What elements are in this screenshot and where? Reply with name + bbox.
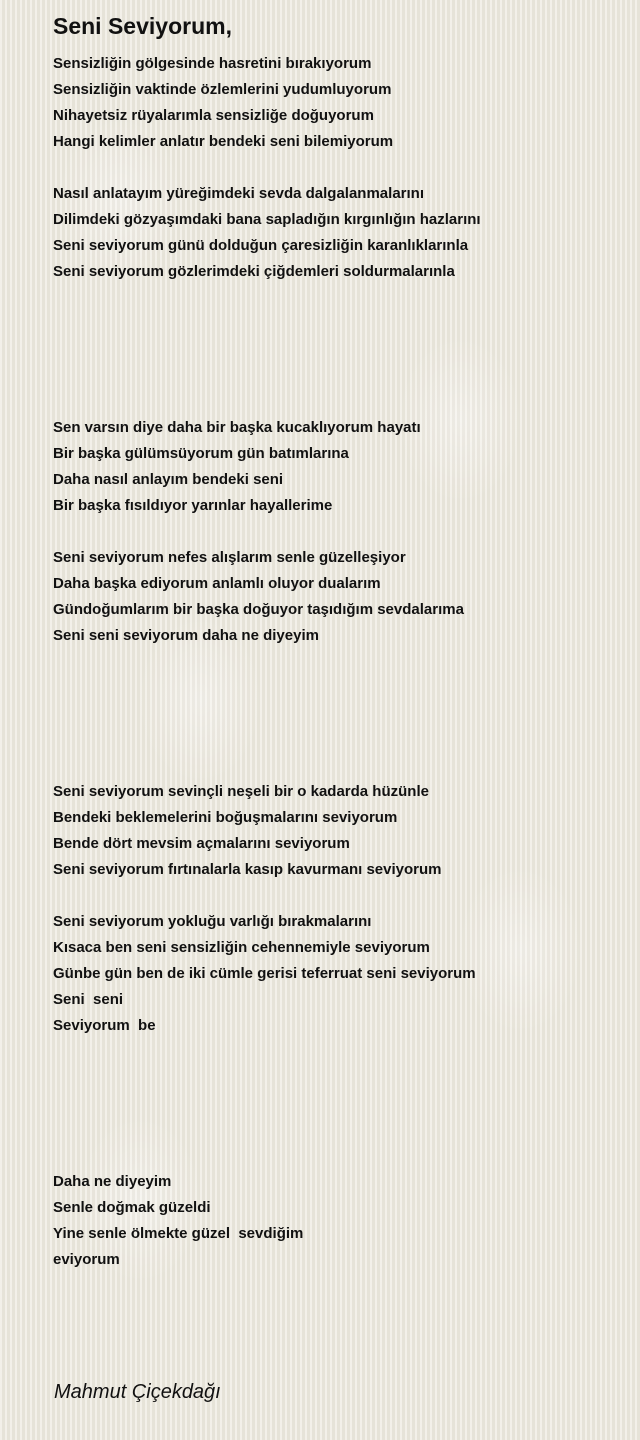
- poem-line: eviyorum: [53, 1251, 120, 1268]
- poem-stanza: [53, 779, 623, 883]
- poem-line: Sensizliğin vaktinde özlemlerini yudumluyorum: [53, 81, 392, 98]
- poem-stanza: [53, 545, 623, 649]
- poem-line: Seni seviyorum gözlerimdeki çiğdemleri soldurmalarınla: [53, 263, 455, 280]
- poem-line: Daha nasıl anlayım bendeki seni: [53, 471, 284, 488]
- stanza-gap: [53, 519, 623, 545]
- poem-line: Nihayetsiz rüyalarımla sensizliğe doğuyorum: [53, 107, 374, 124]
- poem-section: [53, 415, 623, 649]
- poem-stanza: [53, 909, 623, 1039]
- poem-line: Seni seni seviyorum daha ne diyeyim: [53, 627, 319, 644]
- poem-line: Seviyorum be: [53, 1017, 156, 1034]
- poem-line: Kısaca ben seni sensizliğin cehennemiyle seviyorum: [53, 939, 430, 956]
- section-gap: [53, 285, 623, 415]
- stanza-gap: [53, 155, 623, 181]
- poem-author: Mahmut Çiçekdağı: [54, 1381, 221, 1403]
- section-gap: [53, 649, 623, 779]
- poem-line: Daha başka ediyorum anlamlı oluyor dualarım: [53, 575, 381, 592]
- section-gap: [53, 1039, 623, 1169]
- poem-line: Daha ne diyeyim: [53, 1173, 172, 1190]
- poem-line: Seni seviyorum sevinçli neşeli bir o kadarda hüzünle: [53, 783, 429, 800]
- poem-line: Seni seviyorum fırtınalarla kasıp kavurmanı seviyorum: [53, 861, 442, 878]
- poem-stanza: [53, 51, 623, 155]
- poem-stanza: [53, 1169, 623, 1273]
- poem-line: Seni seviyorum nefes alışlarım senle güzelleşiyor: [53, 549, 406, 566]
- poem-stanza: [53, 181, 623, 285]
- poem-line: Seni seni: [53, 991, 124, 1008]
- poem-section: [53, 779, 623, 1039]
- poem-line: Yine senle ölmekte güzel sevdiğim: [53, 1225, 304, 1242]
- poem-line: Seni seviyorum yokluğu varlığı bırakmalarını: [53, 913, 372, 930]
- poem-line: Bir başka fısıldıyor yarınlar hayallerime: [53, 497, 333, 514]
- poem-line: Gündoğumlarım bir başka doğuyor taşıdığım sevdalarıma: [53, 601, 464, 618]
- poem-title: Seni Seviyorum,: [53, 13, 232, 39]
- poem-body: [53, 51, 623, 1273]
- stanza-gap: [53, 883, 623, 909]
- poem-stanza: [53, 415, 623, 519]
- poem-line: Sensizliğin gölgesinde hasretini bırakıyorum: [53, 55, 372, 72]
- poem-line: Senle doğmak güzeldi: [53, 1199, 211, 1216]
- poem-line: Dilimdeki gözyaşımdaki bana sapladığın kırgınlığın hazlarını: [53, 211, 481, 228]
- poem-line: Bende dört mevsim açmalarını seviyorum: [53, 835, 350, 852]
- poem-line: Bendeki beklemelerini boğuşmalarını seviyorum: [53, 809, 398, 826]
- poem-section: [53, 51, 623, 285]
- poem-line: Hangi kelimler anlatır bendeki seni bilemiyorum: [53, 133, 394, 150]
- poem-section: [53, 1169, 623, 1273]
- poem-line: Seni seviyorum günü dolduğun çaresizliğin karanlıklarınla: [53, 237, 469, 254]
- poem-line: Günbe gün ben de iki cümle gerisi teferruat seni seviyorum: [53, 965, 476, 982]
- poem-line: Nasıl anlatayım yüreğimdeki sevda dalgalanmalarını: [53, 185, 424, 202]
- poem-line: Bir başka gülümsüyorum gün batımlarına: [53, 445, 349, 462]
- poem-line: Sen varsın diye daha bir başka kucaklıyorum hayatı: [53, 419, 421, 436]
